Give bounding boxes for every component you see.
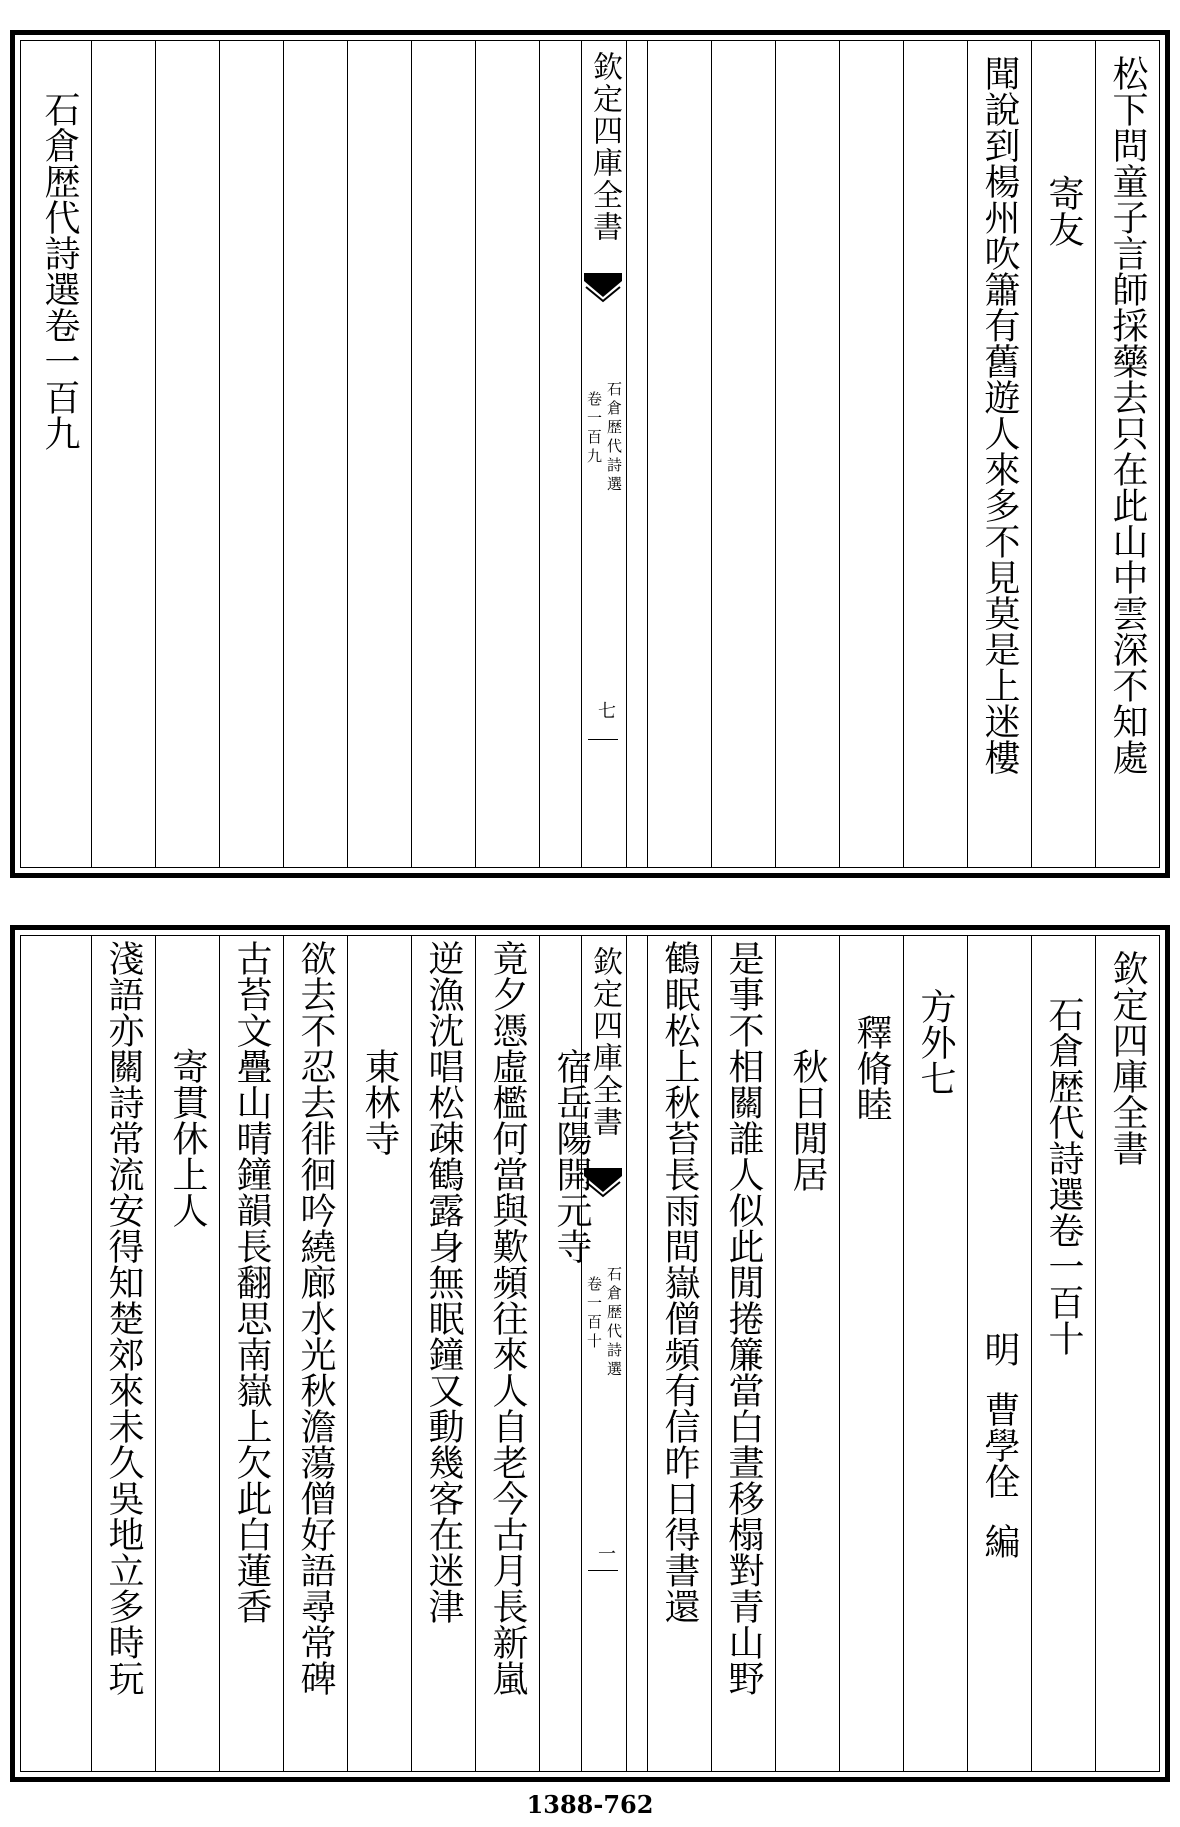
colophon-column (27, 41, 91, 867)
column-rule (347, 41, 348, 867)
compiler-name: 曹學佺 (979, 1391, 1020, 1499)
banner-folio-number: 一 (595, 1544, 616, 1562)
poem-title-column (1031, 41, 1095, 867)
banner-subtitle-b: 卷一百十 (585, 1276, 603, 1352)
center-banner (581, 41, 627, 867)
column-rule (539, 41, 540, 867)
banner-subtitle-a: 石倉歴代詩選 (605, 1266, 623, 1380)
bottom-leaf (10, 925, 1170, 1782)
poem-title: 東林寺 (359, 1048, 400, 1156)
column-rule (775, 41, 776, 867)
poem-column (647, 936, 711, 1771)
banner-subtitle-b: 卷一百九 (585, 391, 603, 467)
book-title: 欽定四庫全書 (1107, 950, 1148, 1166)
top-leaf (10, 30, 1170, 878)
page-number: 1388-762 (526, 1790, 654, 1819)
compiler-column (967, 936, 1031, 1771)
poem-line: 淺語亦關詩常流安得知楚郊來未久吳地立多時玩 (103, 940, 144, 1696)
column-rule (647, 41, 648, 867)
bottom-leaf-frame (20, 935, 1160, 1772)
poem-column (283, 936, 347, 1771)
compiler-role: 編 (979, 1523, 1020, 1559)
book-title-column (1095, 936, 1159, 1771)
poem-line: 鶴眠松上秋苔長雨間嶽僧頻有信昨日得書還 (659, 940, 700, 1624)
poem-column (711, 936, 775, 1771)
poem-title: 宿岳陽開元寺 (551, 1048, 592, 1264)
author-column (839, 936, 903, 1771)
poem-title: 寄貫休上人 (167, 1048, 208, 1228)
top-leaf-frame (20, 40, 1160, 868)
column-rule (283, 41, 284, 867)
author-name: 釋脩睦 (851, 1014, 892, 1122)
banner-rule (588, 739, 618, 740)
volume-title-column (1031, 936, 1095, 1771)
poem-line: 聞說到楊州吹簫有舊遊人來多不見莫是上迷樓 (979, 55, 1020, 775)
poem-title-column (775, 936, 839, 1771)
column-rule (155, 41, 156, 867)
column-rule (903, 41, 904, 867)
poem-column (1095, 41, 1159, 867)
poem-line: 是事不相關誰人似此閒捲簾當白晝移榻對青山野 (723, 940, 764, 1696)
poem-line: 竟夕憑虛檻何當與歎頻往來人自老今古月長新嵐 (487, 940, 528, 1696)
poem-line: 古苔文疊山晴鐘韻長翻思南嶽上欠此白蓮香 (231, 940, 272, 1624)
column-rule (839, 41, 840, 867)
poem-title-column (539, 936, 603, 1771)
poem-column (475, 936, 539, 1771)
banner-folio-number: 七 (595, 701, 616, 719)
column-rule (219, 41, 220, 867)
poem-column (91, 936, 155, 1771)
poem-line: 逆漁沈唱松疎鶴露身無眠鐘又動幾客在迷津 (423, 940, 464, 1624)
banner-title: 欽定四庫全書 (587, 946, 622, 1138)
section-title: 方外七 (915, 988, 956, 1096)
poem-column (411, 936, 475, 1771)
column-rule (91, 41, 92, 867)
column-rule (411, 41, 412, 867)
column-rule (475, 41, 476, 867)
poem-column (967, 41, 1031, 867)
poem-line: 欲去不忍去徘徊吟繞廊水光秋澹蕩僧好語尋常碑 (295, 940, 336, 1696)
column-rule (711, 41, 712, 867)
colophon-text: 石倉歴代詩選卷一百九 (39, 91, 80, 451)
poem-title-column (155, 936, 219, 1771)
dynasty: 明 (979, 1331, 1020, 1367)
poem-title: 秋日閒居 (787, 1048, 828, 1192)
poem-line: 松下問童子言師採藥去只在此山中雲深不知處 (1107, 55, 1148, 775)
section-column (903, 936, 967, 1771)
volume-title: 石倉歴代詩選卷一百十 (1043, 996, 1084, 1356)
banner-subtitle-a: 石倉歴代詩選 (605, 381, 623, 495)
poem-column (219, 936, 283, 1771)
banner-title: 欽定四庫全書 (587, 51, 622, 243)
fish-tail-mark (584, 273, 622, 303)
poem-title-column (347, 936, 411, 1771)
compiler-line (967, 1331, 1031, 1559)
poem-title: 寄友 (1043, 175, 1084, 247)
